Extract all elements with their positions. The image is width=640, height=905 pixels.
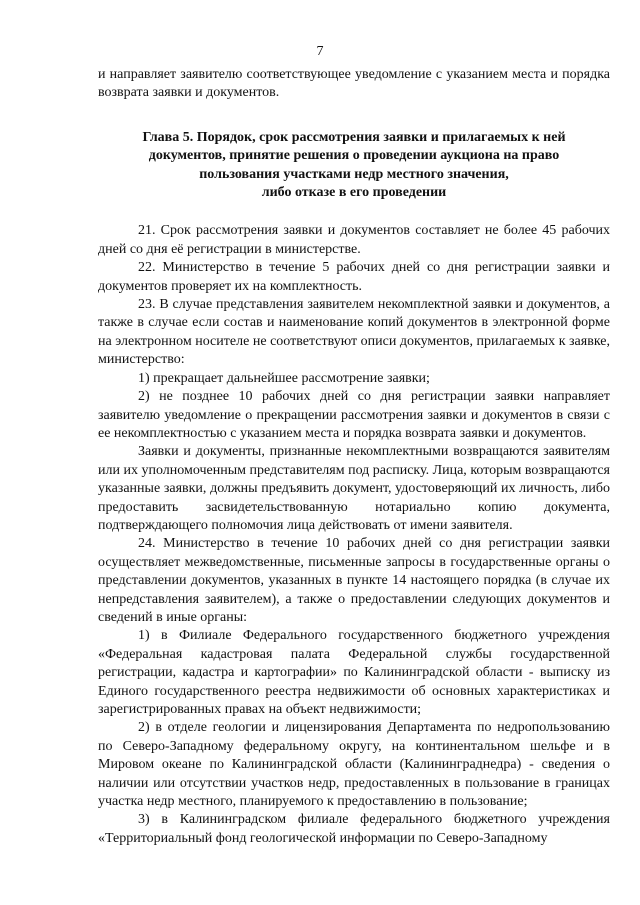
chapter-heading-line-4: либо отказе в его проведении [261, 185, 447, 201]
paragraph-21: 21. Срок рассмотрения заявки и документов составляет не более 45 рабочих дней со дня её регистрации в министерстве. [98, 223, 610, 257]
paragraph-24-item-3: 3) в Калининградском филиале федерального бюджетного учреждения «Территориальный фонд геологической информации по Северо-Западному [98, 812, 610, 846]
paragraph-24-item-2: 2) в отделе геологии и лицензирования Департамента по недропользованию по Северо-Западному федеральному округу, на континентальном шельфе и в Мировом океане по Калининградской области (Калининграднедра) - сведения о наличии или отсутствии участков недр, предоставленных в пользование в границах участка недр местного, планируемого к предоставлению в пользование; [98, 720, 610, 810]
paragraph-22: 22. Министерство в течение 5 рабочих дней со дня регистрации заявки и документов проверяет их на комплектность. [98, 260, 610, 294]
chapter-heading [98, 129, 610, 203]
paragraph-24-item-1: 1) в Филиале Федерального государственного бюджетного учреждения «Федеральная кадастровая палата Федеральной службы государственной регистрации, кадастра и картографии» по Калининградской области - выписку из Единого государственного реестра недвижимости об основных характеристиках и зарегистрированных правах на объект недвижимости; [98, 628, 610, 717]
paragraph-23: 23. В случае представления заявителем некомплектной заявки и документов, а также в случае если состав и наименование копий документов в электронной форме на электронном носителе не соответствуют описи документов, прилагаемых к заявке, министерство: [98, 297, 610, 368]
chapter-heading-line-2: документов, принятие решения о проведении аукциона на право [148, 148, 560, 164]
chapter-heading-line-1: Глава 5. Порядок, срок рассмотрения заявки и прилагаемых к ней [142, 129, 566, 145]
chapter-heading-line-3: пользования участками недр местного значения, [199, 166, 509, 182]
paragraph-24: 24. Министерство в течение 10 рабочих дней со дня регистрации заявки осуществляет межведомственные, письменные запросы в государственные органы о представлении документов, указанных в пункте 14 настоящего порядка (в случае их непредставления заявителем), а также о предоставлении следующих документов и сведений в иные органы: [98, 536, 610, 625]
page-number: 7 [316, 44, 324, 59]
paragraph-23-item-2: 2) не позднее 10 рабочих дней со дня регистрации заявки направляет заявителю уведомление о прекращении рассмотрения заявки и документов в связи с ее некомплектностью с указанием места и порядка возврата заявки и документов. [98, 389, 610, 441]
paragraph-return-of-documents: Заявки и документы, признанные некомплектными возвращаются заявителям или их уполномоченным представителям под расписку. Лица, которым возвращаются указанные заявки, должны предъявить документ, удостоверяющий их личность, либо предоставить засвидетельствованную нотариально копию документа, подтверждающего полномочия лица действовать от имени заявителя. [98, 444, 610, 533]
document-body [98, 66, 610, 848]
intro-paragraph: и направляет заявителю соответствующее уведомление с указанием места и порядка возврата заявки и документов. [98, 67, 610, 101]
paragraph-23-item-1: 1) прекращает дальнейшее рассмотрение заявки; [138, 370, 430, 386]
